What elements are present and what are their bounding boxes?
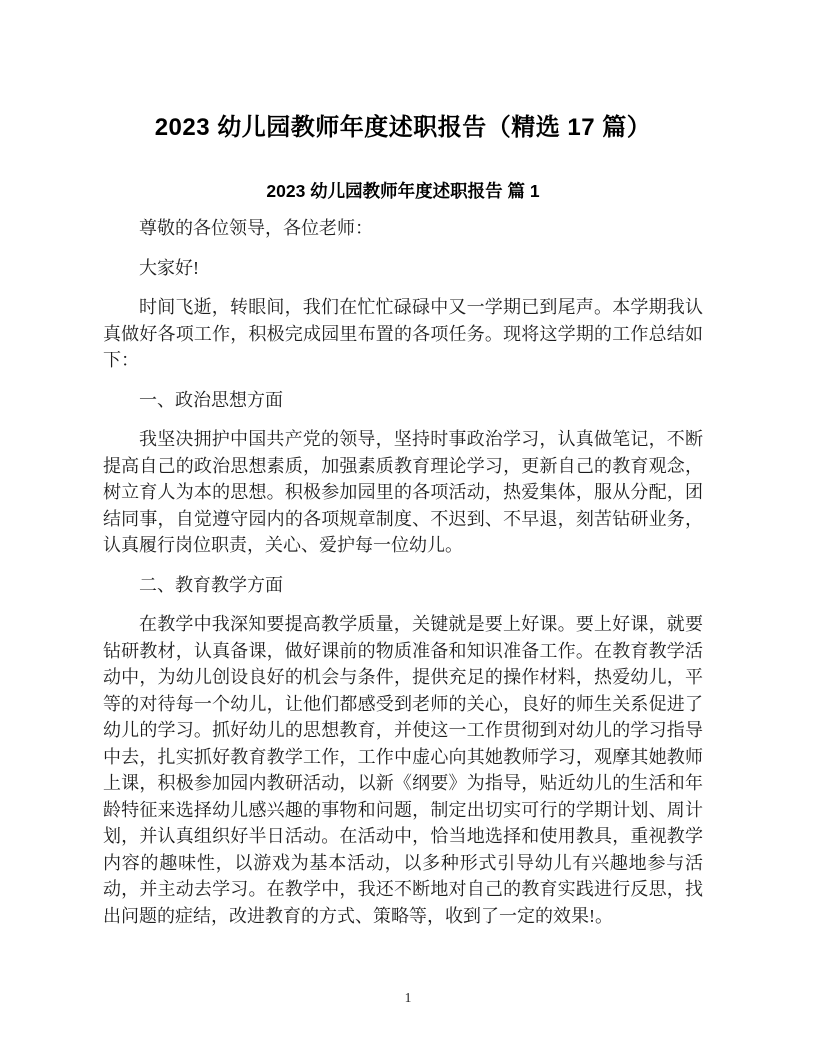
paragraph: 时间飞逝，转眼间，我们在忙忙碌碌中又一学期已到尾声。本学期我认真做好各项工作，积极完成园里布置的各项任务。现将这学期的工作总结如下： bbox=[103, 297, 703, 370]
document-subtitle: 2023 幼儿园教师年度述职报告 篇 1 bbox=[266, 181, 540, 201]
paragraph: 我坚决拥护中国共产党的领导，坚持时事政治学习，认真做笔记，不断提高自己的政治思想素质，加强素质教育理论学习，更新自己的教育观念，树立育人为本的思想。积极参加园里的各项活动，热爱集体，服从分配，团结同事，自觉遵守园内的各项规章制度、不迟到、不早退，刻苦钻研业务，认真履行岗位职责，关心、爱护每一位幼儿。 bbox=[103, 429, 703, 555]
paragraph: 尊敬的各位领导，各位老师： bbox=[139, 218, 373, 238]
document-title: 2023 幼儿园教师年度述职报告（精选 17 篇） bbox=[154, 114, 652, 141]
paragraph: 大家好! bbox=[139, 257, 199, 278]
paragraph: 一、政治思想方面 bbox=[139, 389, 283, 410]
document-body bbox=[103, 215, 703, 929]
document-content bbox=[103, 112, 703, 942]
paragraph: 在教学中我深知要提高教学质量，关键就是要上好课。要上好课，就要钻研教材，认真备课，做好课前的物质准备和知识准备工作。在教育教学活动中，为幼儿创设良好的机会与条件，提供充足的操作材料，热爱幼儿，平等的对待每一个幼儿，让他们都感受到老师的关心，良好的师生关系促进了幼儿的学习。抓好幼儿的思想教育，并使这一工作贯彻到对幼儿的学习指导中去，扎实抓好教育教学工作，工作中虚心向其她教师学习，观摩其她教师上课，积极参加园内教研活动，以新《纲要》为指导，贴近幼儿的生活和年龄特征来选择幼儿感兴趣的事物和问题，制定出切实可行的学期计划、周计划，并认真组织好半日活动。在活动中，恰当地选择和使用教具，重视教学内容的趣味性，以游戏为基本活动，以多种形式引导幼儿有兴趣地参与活动，并主动去学习。在教学中，我还不断地对自己的教育实践进行反思，找出问题的症结，改进教育的方式、策略等，收到了一定的效果!。 bbox=[103, 614, 703, 926]
paragraph: 二、教育教学方面 bbox=[139, 574, 283, 595]
page-number: 1 bbox=[404, 990, 412, 1005]
